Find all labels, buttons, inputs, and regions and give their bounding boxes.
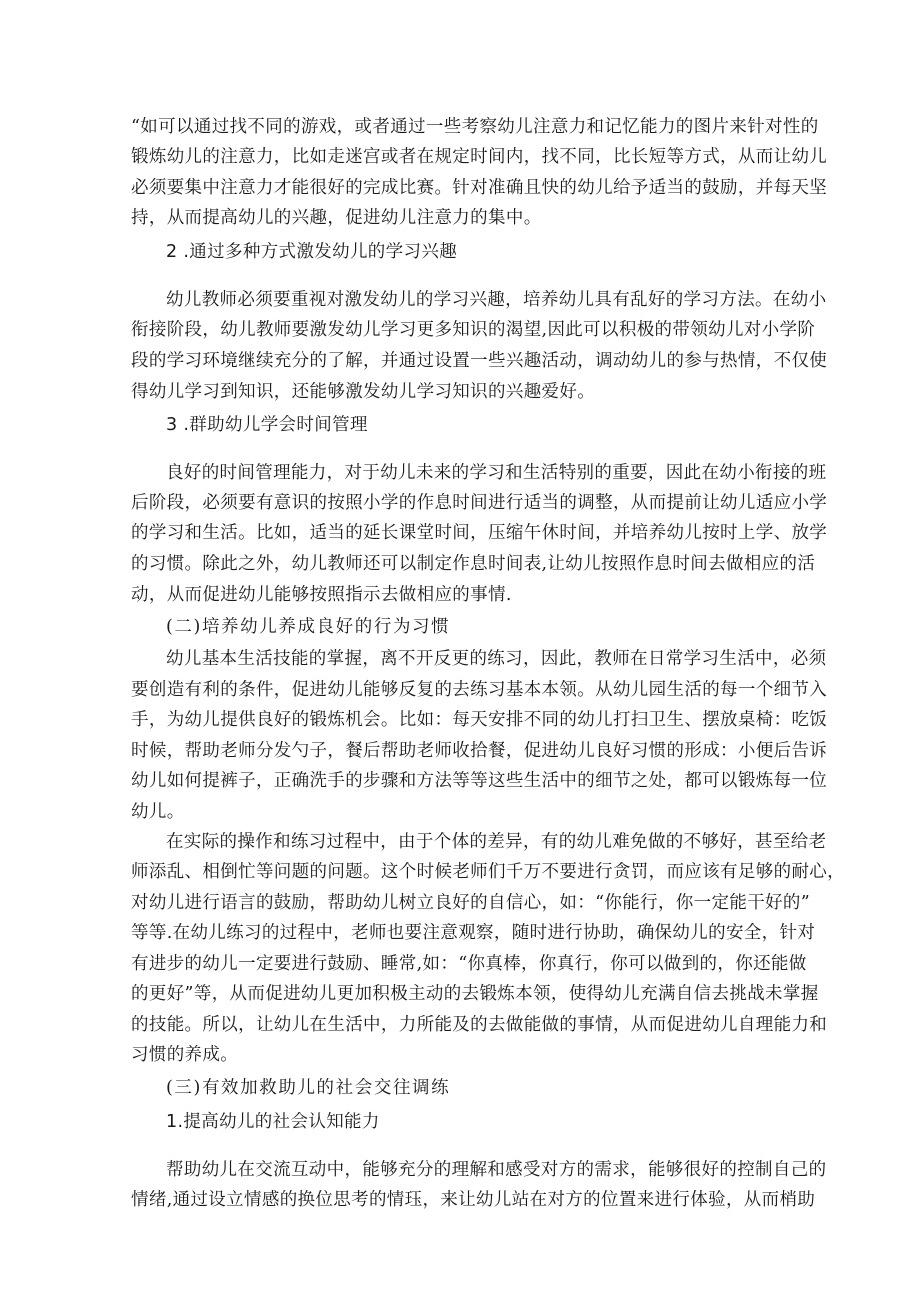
paragraph-line: 的技能。所以，让幼儿在生活中，力所能及的去做能做的事情，从而促进幼儿自理能力和 [131,1015,828,1035]
paragraph-line: 后阶段，必须要有意识的按照小学的作息时间进行适当的调整，从而提前让幼儿适应小学 [131,493,828,513]
paragraph-line: 手，为幼儿提供良好的锻炼机会。比如：每天安排不同的幼儿打扫卫生、摆放桌椅：吃饭 [131,710,828,730]
paragraph-line: 情绪,通过设立情感的换位思考的情珏，来让幼儿站在对方的位置来进行体验，从而梢助 [131,1190,816,1210]
paragraph-line: 的学习和生活。比如，适当的延长课堂时间，压缩午休时间，并培养幼儿按时上学、放学 [131,523,828,543]
paragraph-line: “如可以通过找不同的游戏，或者通过一些考察幼儿注意力和记忆能力的图片来针对性的 [131,117,819,137]
paragraph-line: 要创造有利的条件，促进幼儿能够反复的去练习基本本领。从幼儿园生活的每一个细节入 [131,680,828,700]
paragraph-line: 习惯的养成。 [131,1045,239,1065]
paragraph-line: 幼儿基本生活技能的掌握，离不开反更的练习，因此，教师在日常学习生活中，必须 [166,649,827,669]
paragraph-line: 时候，帮助老师分发勺子，餐后帮助老师收拾餐，促进幼儿良好习惯的形成：小便后告诉 [131,741,828,761]
paragraph-line: 幼儿。 [131,802,185,822]
paragraph-line: 锻炼幼儿的注意力，比如走迷宫或者在规定时间内，找不同，比长短等方式，从而让幼儿 [131,147,828,167]
paragraph-line: 对幼儿进行语言的鼓励，帮助幼儿树立良好的自信心，如：“你能行，你一定能干好的” [131,893,811,913]
paragraph-line: 等等.在幼儿练习的过程中，老师也要注意观察，随时进行协助，确保幼儿的安全，针对 [131,923,816,943]
paragraph-line: 帮助幼儿在交流互动中，能够充分的理解和感受对方的需求，能够很好的控制自己的 [166,1160,827,1180]
paragraph-line: 得幼儿学习到知识，还能够激发幼儿学习知识的兴趣爱好。 [131,382,596,402]
paragraph-line: 良好的时间管理能力，对于幼儿未来的学习和生活特别的重要，因此在幼小衔接的班 [166,463,827,483]
paragraph-line: 必须要集中注意力才能很好的完成比赛。针对准确且快的幼儿给予适当的鼓励，并每天坚 [131,178,828,198]
paragraph-line: 持，从而提高幼儿的兴趣，促进幼儿注意力的集中。 [131,208,542,228]
paragraph-line: 动，从而促进幼儿能够按照指示去做相应的事情. [131,585,512,605]
paragraph-line: 段的学习环境继续充分的了解，并通过设置一些兴趣活动，调动幼儿的参与热情，不仅使 [131,351,828,371]
sub-heading: (二)培养幼儿养成良好的行为习惯 [166,617,451,637]
paragraph-line: 衔接阶段，幼儿教师要激发幼儿学习更多知识的渴望,因此可以积极的带领幼儿对小学阶 [131,320,816,340]
paragraph-line: 幼儿如何提裤子，正确洗手的步骤和方法等等这些生活中的细节之处，都可以锻炼每一位 [131,771,828,791]
paragraph-line: 的习惯。除此之外，幼儿教师还可以制定作息时间表,让幼儿按照作息时间去做相应的活 [131,554,816,574]
sub-heading: (三)有效加救助儿的社会交往调练 [166,1078,451,1098]
paragraph-line: 有进步的幼儿一定要进行鼓励、睡常,如：“你真棒，你真行，你可以做到的，你还能做 [131,954,807,974]
paragraph-line: 在实际的操作和练习过程中，由于个体的差异，有的幼儿难免做的不够好，甚至给老 [166,832,827,852]
paragraph-line: 幼儿教师必须要重视对激发幼儿的学习兴趣，培养幼儿具有乱好的学习方法。在幼小 [166,290,827,310]
section-heading: 1.提高幼儿的社会认知能力 [166,1112,380,1132]
paragraph-line: 的更好”等，从而促进幼儿更加积极主动的去锻炼本领，使得幼儿充满自信去挑战未掌握 [131,984,819,1004]
paragraph-line: 师添乱、相倒忙等问题的问题。这个时候老师们千万不要进行贪罚，而应该有足够的耐心， [131,862,845,882]
section-heading: 3 .群助幼儿学会时间管理 [166,415,368,435]
section-heading: 2 .通过多种方式激发幼儿的学习兴趣 [166,242,458,262]
